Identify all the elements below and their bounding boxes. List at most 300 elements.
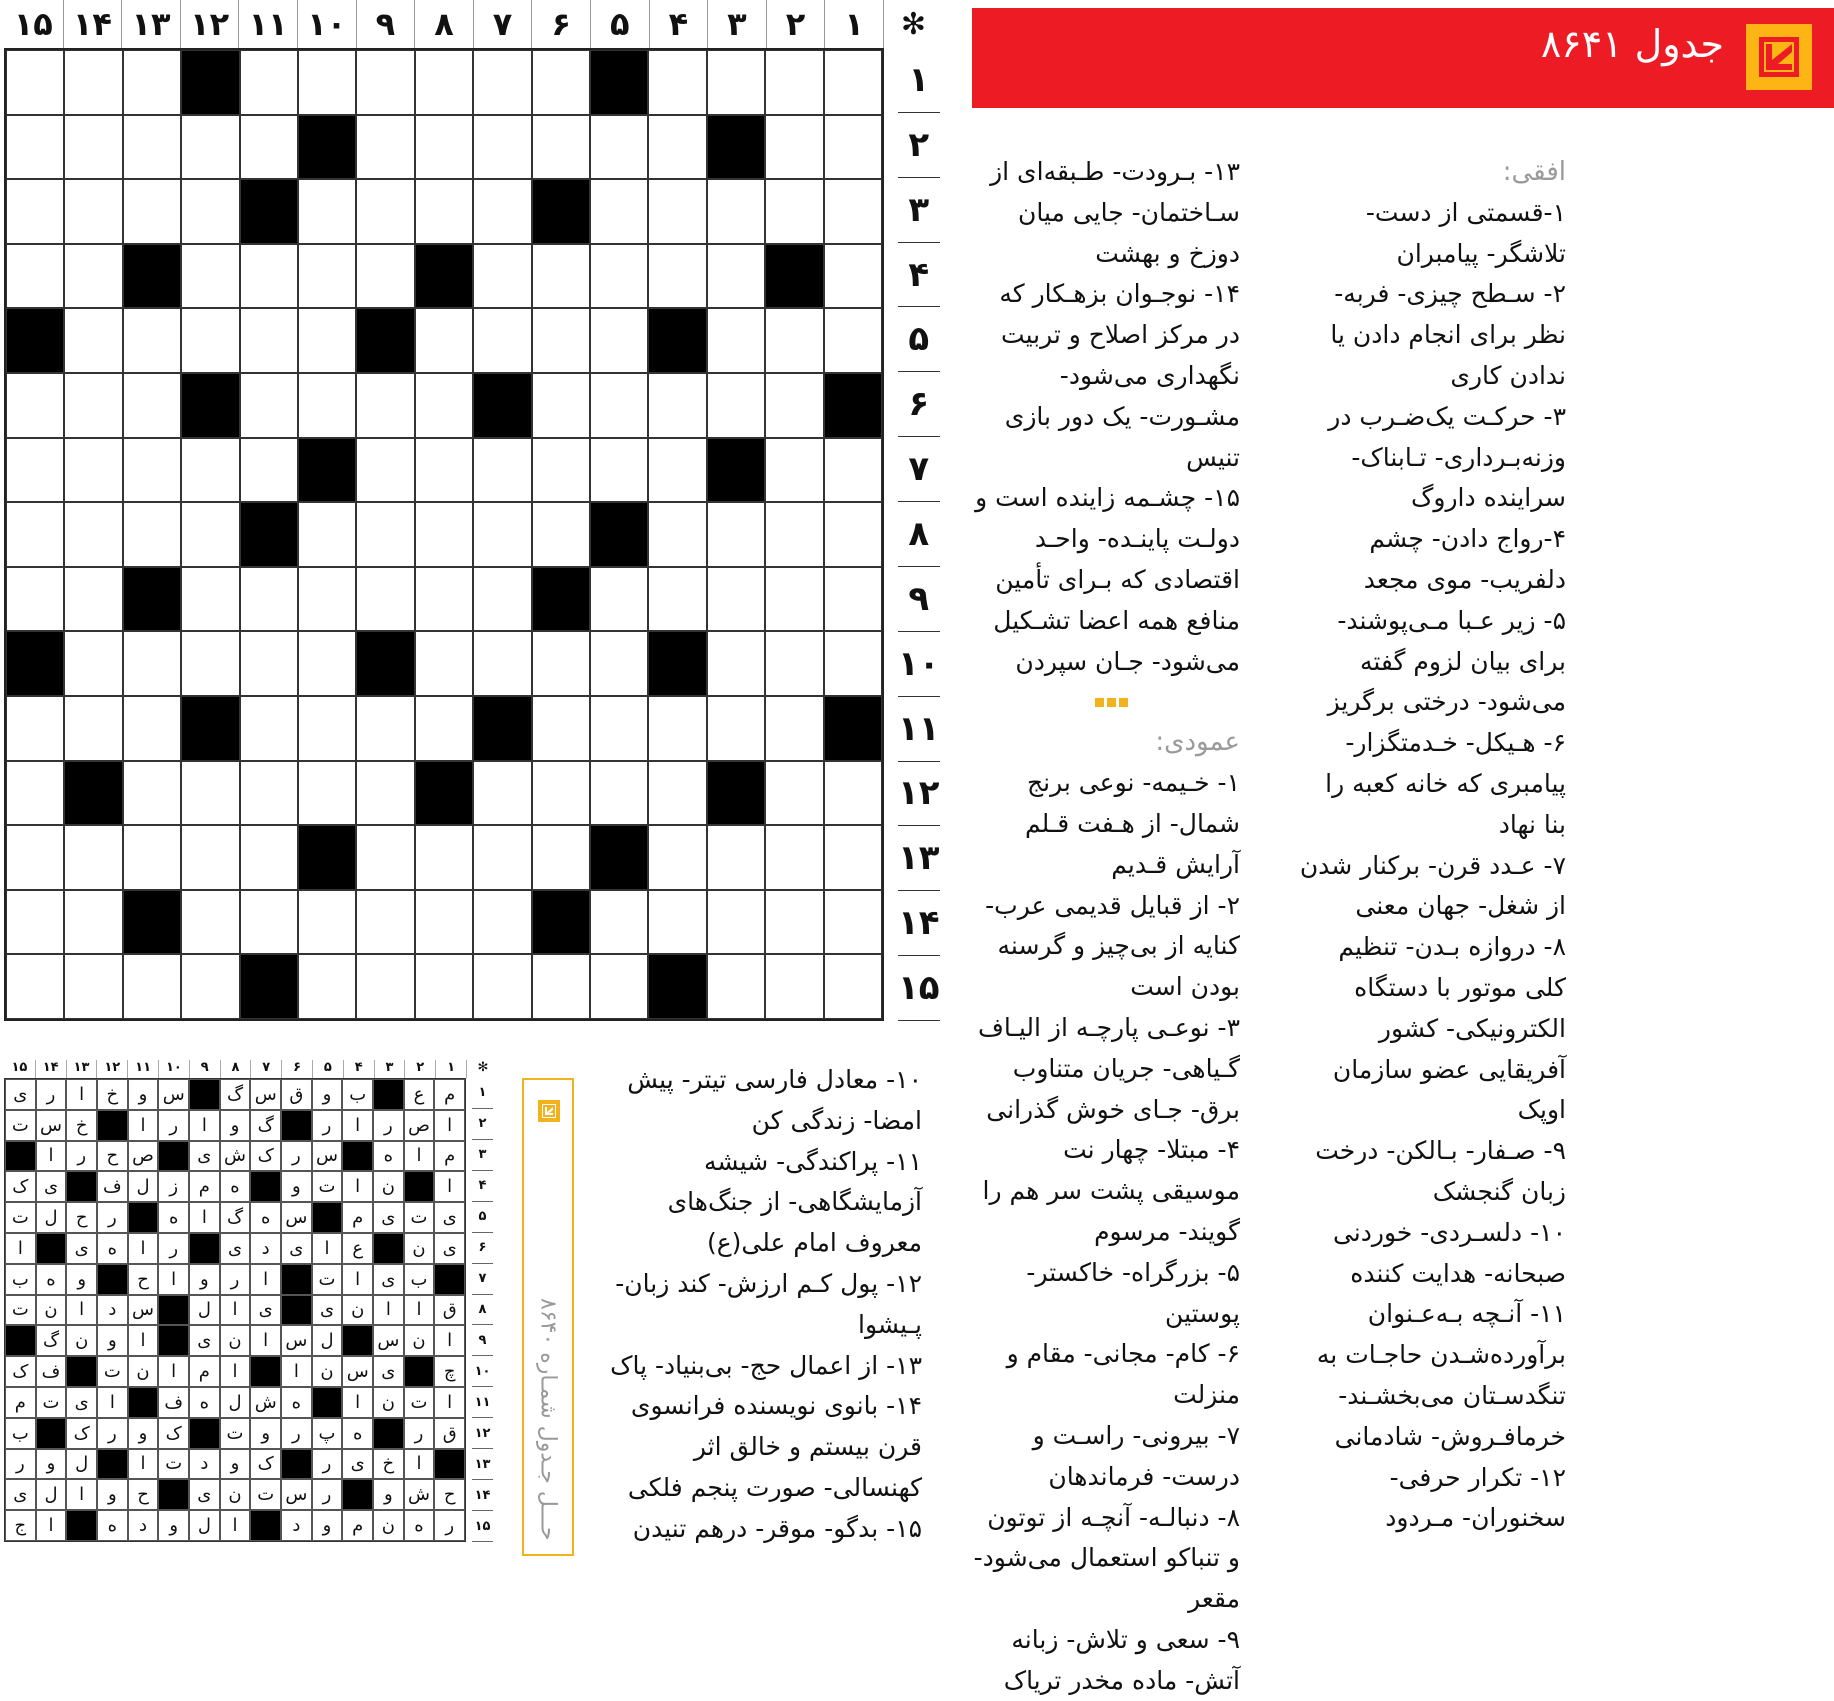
grid-cell[interactable] bbox=[240, 373, 298, 438]
solution-black-cell bbox=[281, 1449, 312, 1480]
clue-v1: ۱- خـیمه- نوعی برنج شمال- از هـفت قـلم آرایش قـدیم bbox=[1025, 768, 1240, 879]
solution-letter-cell: ل bbox=[220, 1387, 251, 1418]
solution-row-label: ۱۴ bbox=[472, 1480, 493, 1511]
grid-cell[interactable] bbox=[6, 825, 64, 890]
solution-letter-cell: خ bbox=[66, 1110, 97, 1141]
solution-letter-cell: ه bbox=[281, 1387, 312, 1418]
grid-cell[interactable] bbox=[473, 502, 531, 567]
grid-cell[interactable] bbox=[824, 890, 882, 955]
solution-letter-cell: ح bbox=[128, 1264, 159, 1295]
grid-cell[interactable] bbox=[765, 308, 823, 373]
grid-cell[interactable] bbox=[123, 373, 181, 438]
grid-cell[interactable] bbox=[590, 438, 648, 503]
grid-cell[interactable] bbox=[532, 631, 590, 696]
grid-cell[interactable] bbox=[415, 502, 473, 567]
black-cell bbox=[123, 244, 181, 309]
grid-cell[interactable] bbox=[415, 373, 473, 438]
grid-cell[interactable] bbox=[298, 308, 356, 373]
grid-cell[interactable] bbox=[123, 179, 181, 244]
grid-cell[interactable] bbox=[298, 631, 356, 696]
grid-cell[interactable] bbox=[356, 502, 414, 567]
grid-cell[interactable] bbox=[824, 115, 882, 180]
grid-cell[interactable] bbox=[181, 761, 239, 826]
grid-cell[interactable] bbox=[356, 567, 414, 632]
grid-cell[interactable] bbox=[415, 567, 473, 632]
grid-cell[interactable] bbox=[123, 50, 181, 115]
grid-cell[interactable] bbox=[415, 179, 473, 244]
solution-row-label: ۲ bbox=[472, 1109, 493, 1140]
solution-letter-cell: د bbox=[189, 1449, 220, 1480]
solution-row-label: ۱۵ bbox=[472, 1511, 493, 1542]
grid-cell[interactable] bbox=[356, 373, 414, 438]
solution-column-label: ۳ bbox=[374, 1060, 405, 1078]
solution-letter-cell: ش bbox=[250, 1387, 281, 1418]
solution-letter-cell: گ bbox=[220, 1202, 251, 1233]
grid-cell[interactable] bbox=[415, 438, 473, 503]
grid-cell[interactable] bbox=[707, 890, 765, 955]
clue-h6: ۶- هـیکل- خـدمتگزار- پیامبری که خانه کعبه را بنا نهاد bbox=[1325, 728, 1566, 839]
grid-cell[interactable] bbox=[707, 308, 765, 373]
grid-cell[interactable] bbox=[64, 567, 122, 632]
grid-cell[interactable] bbox=[6, 890, 64, 955]
grid-cell[interactable] bbox=[648, 502, 706, 567]
grid-cell[interactable] bbox=[123, 438, 181, 503]
grid-cell[interactable] bbox=[64, 308, 122, 373]
solution-letter-cell: ر bbox=[281, 1418, 312, 1449]
grid-cell[interactable] bbox=[356, 244, 414, 309]
black-cell bbox=[181, 373, 239, 438]
grid-cell[interactable] bbox=[356, 890, 414, 955]
solution-letter-cell: و bbox=[158, 1510, 189, 1541]
grid-cell[interactable] bbox=[6, 115, 64, 180]
grid-cell[interactable] bbox=[298, 244, 356, 309]
solution-letter-cell: ک bbox=[5, 1356, 36, 1387]
grid-cell[interactable] bbox=[590, 761, 648, 826]
solution-letter-cell: د bbox=[128, 1510, 159, 1541]
grid-cell[interactable] bbox=[824, 244, 882, 309]
clue-h14: ۱۴- نوجـوان بزهـکار که در مرکز اصلاح و تربیت نگهداری می‌شود- مشـورت- یک دور بازی تنیس bbox=[999, 279, 1240, 472]
grid-cell[interactable] bbox=[532, 115, 590, 180]
grid-cell[interactable] bbox=[707, 567, 765, 632]
grid-cell[interactable] bbox=[181, 502, 239, 567]
solution-letter-cell: م bbox=[189, 1356, 220, 1387]
solution-letter-cell: ق bbox=[434, 1418, 465, 1449]
grid-cell[interactable] bbox=[298, 696, 356, 761]
grid-cell[interactable] bbox=[240, 567, 298, 632]
grid-cell[interactable] bbox=[64, 115, 122, 180]
grid-cell[interactable] bbox=[181, 567, 239, 632]
grid-cell[interactable] bbox=[532, 50, 590, 115]
solution-black-cell bbox=[434, 1264, 465, 1295]
grid-cell[interactable] bbox=[824, 631, 882, 696]
grid-cell[interactable] bbox=[648, 696, 706, 761]
grid-cell[interactable] bbox=[356, 115, 414, 180]
solution-letter-cell: ی bbox=[189, 1325, 220, 1356]
black-cell bbox=[298, 115, 356, 180]
grid-cell[interactable] bbox=[473, 631, 531, 696]
grid-cell[interactable] bbox=[707, 373, 765, 438]
black-cell bbox=[298, 825, 356, 890]
crossword-grid bbox=[4, 48, 884, 1021]
grid-cell[interactable] bbox=[473, 244, 531, 309]
solution-black-cell bbox=[373, 1418, 404, 1449]
grid-cell[interactable] bbox=[590, 244, 648, 309]
solution-letter-cell: ت bbox=[404, 1387, 435, 1418]
grid-cell[interactable] bbox=[590, 696, 648, 761]
grid-cell[interactable] bbox=[765, 179, 823, 244]
grid-cell[interactable] bbox=[648, 373, 706, 438]
clue-h1: ۱-قسمتی از دست- تلاشگر- پیامبران bbox=[1365, 197, 1566, 268]
grid-cell[interactable] bbox=[765, 50, 823, 115]
solution-letter-cell: ت bbox=[5, 1110, 36, 1141]
grid-cell[interactable] bbox=[356, 954, 414, 1019]
solution-row-label: ۵ bbox=[472, 1202, 493, 1233]
grid-cell[interactable] bbox=[64, 954, 122, 1019]
grid-cell[interactable] bbox=[473, 890, 531, 955]
solution-letter-cell: و bbox=[189, 1264, 220, 1295]
grid-cell[interactable] bbox=[64, 373, 122, 438]
grid-cell[interactable] bbox=[64, 179, 122, 244]
black-cell bbox=[648, 954, 706, 1019]
black-cell bbox=[123, 890, 181, 955]
grid-cell[interactable] bbox=[240, 438, 298, 503]
section-divider-ornament bbox=[972, 682, 1240, 722]
grid-cell[interactable] bbox=[123, 761, 181, 826]
grid-cell[interactable] bbox=[473, 308, 531, 373]
grid-cell[interactable] bbox=[765, 373, 823, 438]
grid-cell[interactable] bbox=[240, 50, 298, 115]
row-label: ۱۱ bbox=[898, 697, 940, 762]
grid-cell[interactable] bbox=[473, 825, 531, 890]
solution-letter-cell: ی bbox=[5, 1079, 36, 1110]
solution-letter-cell: ا bbox=[434, 1387, 465, 1418]
solution-letter-cell: ا bbox=[342, 1264, 373, 1295]
grid-cell[interactable] bbox=[707, 502, 765, 567]
solution-letter-cell: ل bbox=[189, 1295, 220, 1326]
solution-letter-cell: ق bbox=[434, 1295, 465, 1326]
black-cell bbox=[590, 825, 648, 890]
grid-cell[interactable] bbox=[765, 502, 823, 567]
grid-cell[interactable] bbox=[765, 890, 823, 955]
grid-cell[interactable] bbox=[590, 954, 648, 1019]
grid-cell[interactable] bbox=[532, 438, 590, 503]
solution-letter-cell: ر bbox=[220, 1264, 251, 1295]
solution-column-label: ۱۱ bbox=[127, 1060, 158, 1078]
grid-cell[interactable] bbox=[765, 438, 823, 503]
grid-cell[interactable] bbox=[824, 308, 882, 373]
row-label: ۱ bbox=[898, 48, 940, 113]
grid-cell[interactable] bbox=[648, 438, 706, 503]
solution-black-cell bbox=[342, 1325, 373, 1356]
grid-cell[interactable] bbox=[181, 890, 239, 955]
clues-column-3 bbox=[600, 1060, 922, 1550]
solution-black-cell bbox=[250, 1171, 281, 1202]
grid-cell[interactable] bbox=[532, 502, 590, 567]
solution-letter-cell: ن bbox=[36, 1295, 67, 1326]
grid-cell[interactable] bbox=[648, 567, 706, 632]
grid-cell[interactable] bbox=[6, 373, 64, 438]
grid-cell[interactable] bbox=[824, 954, 882, 1019]
grid-cell[interactable] bbox=[707, 954, 765, 1019]
grid-cell[interactable] bbox=[590, 890, 648, 955]
solution-letter-cell: ا bbox=[189, 1202, 220, 1233]
grid-cell[interactable] bbox=[356, 696, 414, 761]
grid-cell[interactable] bbox=[415, 631, 473, 696]
solution-letter-cell: م bbox=[189, 1171, 220, 1202]
grid-cell[interactable] bbox=[824, 438, 882, 503]
solution-black-cell bbox=[189, 1233, 220, 1264]
grid-cell[interactable] bbox=[707, 50, 765, 115]
grid-cell[interactable] bbox=[765, 761, 823, 826]
grid-cell[interactable] bbox=[181, 631, 239, 696]
solution-letter-cell: ا bbox=[36, 1510, 67, 1541]
grid-cell[interactable] bbox=[532, 825, 590, 890]
solution-black-cell bbox=[250, 1510, 281, 1541]
column-label: ۳ bbox=[707, 0, 766, 48]
grid-cell[interactable] bbox=[6, 50, 64, 115]
grid-cell[interactable] bbox=[6, 761, 64, 826]
solution-black-cell bbox=[97, 1449, 128, 1480]
solution-letter-cell: ر bbox=[158, 1110, 189, 1141]
solution-letter-cell: ت bbox=[5, 1295, 36, 1326]
grid-cell[interactable] bbox=[824, 825, 882, 890]
grid-cell[interactable] bbox=[64, 502, 122, 567]
grid-cell[interactable] bbox=[765, 696, 823, 761]
solution-letter-cell: ر bbox=[158, 1233, 189, 1264]
grid-cell[interactable] bbox=[590, 567, 648, 632]
grid-cell[interactable] bbox=[181, 825, 239, 890]
grid-cell[interactable] bbox=[648, 115, 706, 180]
solution-letter-cell: ن bbox=[342, 1295, 373, 1326]
grid-cell[interactable] bbox=[648, 244, 706, 309]
grid-cell[interactable] bbox=[123, 954, 181, 1019]
black-cell bbox=[707, 438, 765, 503]
solution-column-label: ۹ bbox=[189, 1060, 220, 1078]
solution-letter-cell: ه bbox=[36, 1264, 67, 1295]
grid-cell[interactable] bbox=[123, 308, 181, 373]
grid-cell[interactable] bbox=[181, 438, 239, 503]
solution-letter-cell: ی bbox=[66, 1387, 97, 1418]
solution-column-label: ۸ bbox=[220, 1060, 251, 1078]
grid-cell[interactable] bbox=[298, 954, 356, 1019]
grid-cell[interactable] bbox=[590, 631, 648, 696]
grid-cell[interactable] bbox=[6, 179, 64, 244]
clue-h13: ۱۳- بـرودت- طـبقه‌ای از سـاختمان- جایی میان دوزخ و بهشت bbox=[990, 157, 1240, 268]
grid-cell[interactable] bbox=[707, 696, 765, 761]
solution-black-cell bbox=[128, 1387, 159, 1418]
grid-cell[interactable] bbox=[473, 761, 531, 826]
grid-cell[interactable] bbox=[6, 696, 64, 761]
solution-letter-cell: ه bbox=[404, 1510, 435, 1541]
grid-cell[interactable] bbox=[356, 179, 414, 244]
grid-cell[interactable] bbox=[240, 308, 298, 373]
solution-letter-cell: ا bbox=[434, 1325, 465, 1356]
grid-cell[interactable] bbox=[240, 244, 298, 309]
grid-cell[interactable] bbox=[415, 50, 473, 115]
grid-cell[interactable] bbox=[415, 696, 473, 761]
grid-cell[interactable] bbox=[532, 954, 590, 1019]
solution-letter-cell: ب bbox=[5, 1418, 36, 1449]
grid-cell[interactable] bbox=[648, 761, 706, 826]
grid-cell[interactable] bbox=[240, 631, 298, 696]
solution-letter-cell: ت bbox=[312, 1171, 343, 1202]
solution-black-cell bbox=[312, 1202, 343, 1233]
grid-cell[interactable] bbox=[824, 179, 882, 244]
grid-cell[interactable] bbox=[415, 115, 473, 180]
grid-cell[interactable] bbox=[298, 567, 356, 632]
grid-cell[interactable] bbox=[64, 825, 122, 890]
solution-letter-cell: ن bbox=[66, 1325, 97, 1356]
solution-letter-cell: ش bbox=[404, 1479, 435, 1510]
grid-cell[interactable] bbox=[240, 115, 298, 180]
grid-cell[interactable] bbox=[590, 115, 648, 180]
grid-cell[interactable] bbox=[356, 761, 414, 826]
grid-cell[interactable] bbox=[6, 244, 64, 309]
grid-cell[interactable] bbox=[298, 50, 356, 115]
solution-letter-cell: ک bbox=[66, 1418, 97, 1449]
grid-cell[interactable] bbox=[473, 50, 531, 115]
grid-cell[interactable] bbox=[298, 890, 356, 955]
solution-letter-cell: ا bbox=[189, 1110, 220, 1141]
grid-cell[interactable] bbox=[765, 825, 823, 890]
solution-letter-cell: ص bbox=[128, 1141, 159, 1172]
grid-cell[interactable] bbox=[473, 438, 531, 503]
grid-cell[interactable] bbox=[824, 502, 882, 567]
grid-cell[interactable] bbox=[181, 954, 239, 1019]
solution-letter-cell: ی bbox=[373, 1202, 404, 1233]
grid-cell[interactable] bbox=[298, 761, 356, 826]
column-label: ۱۵ bbox=[13, 5, 53, 43]
solution-letter-cell: ا bbox=[404, 1449, 435, 1480]
row-label: ۱۴ bbox=[898, 891, 940, 956]
grid-cell[interactable] bbox=[765, 631, 823, 696]
solution-row-label: ۷ bbox=[472, 1264, 493, 1295]
solution-row-label: ۱۳ bbox=[472, 1449, 493, 1480]
grid-cell[interactable] bbox=[473, 954, 531, 1019]
clue-h15: ۱۵- چشـمه زاینده است و دولـت پاینـده- واحـد اقتصادی که بـرای تأمین منافع همه اعضا تشـکیل می‌شود- جـان سپردن bbox=[975, 483, 1240, 676]
grid-cell[interactable] bbox=[532, 696, 590, 761]
solution-black-cell bbox=[36, 1418, 67, 1449]
solution-black-cell bbox=[404, 1356, 435, 1387]
grid-cell[interactable] bbox=[473, 179, 531, 244]
vertical-heading: عمودی: bbox=[1155, 727, 1240, 758]
grid-cell[interactable] bbox=[123, 696, 181, 761]
grid-cell[interactable] bbox=[765, 115, 823, 180]
solution-letter-cell: ه bbox=[189, 1387, 220, 1418]
grid-cell[interactable] bbox=[473, 115, 531, 180]
solution-letter-cell: ه bbox=[97, 1510, 128, 1541]
grid-cell[interactable] bbox=[532, 244, 590, 309]
grid-cell[interactable] bbox=[64, 696, 122, 761]
grid-cell[interactable] bbox=[6, 438, 64, 503]
grid-cell[interactable] bbox=[64, 438, 122, 503]
grid-cell[interactable] bbox=[824, 761, 882, 826]
grid-cell[interactable] bbox=[240, 890, 298, 955]
grid-cell[interactable] bbox=[707, 179, 765, 244]
grid-cell[interactable] bbox=[824, 50, 882, 115]
black-cell bbox=[6, 308, 64, 373]
solution-letter-cell: ت bbox=[404, 1202, 435, 1233]
grid-cell[interactable] bbox=[532, 308, 590, 373]
grid-cell[interactable] bbox=[415, 825, 473, 890]
grid-cell[interactable] bbox=[707, 825, 765, 890]
clue-v6: ۶- کام- مجانی- مقام و منزلت bbox=[1006, 1339, 1240, 1410]
grid-cell[interactable] bbox=[123, 631, 181, 696]
grid-cell[interactable] bbox=[6, 567, 64, 632]
grid-cell[interactable] bbox=[590, 308, 648, 373]
grid-cell[interactable] bbox=[298, 502, 356, 567]
row-label: ۶ bbox=[898, 372, 940, 437]
grid-cell[interactable] bbox=[64, 890, 122, 955]
solution-black-cell bbox=[158, 1479, 189, 1510]
grid-cell[interactable] bbox=[648, 50, 706, 115]
grid-cell[interactable] bbox=[181, 179, 239, 244]
grid-cell[interactable] bbox=[6, 502, 64, 567]
grid-cell[interactable] bbox=[181, 308, 239, 373]
grid-cell[interactable] bbox=[356, 825, 414, 890]
grid-cell[interactable] bbox=[473, 567, 531, 632]
grid-cell[interactable] bbox=[356, 438, 414, 503]
row-label: ۸ bbox=[898, 502, 940, 567]
solution-black-cell bbox=[97, 1264, 128, 1295]
grid-cell[interactable] bbox=[707, 631, 765, 696]
solution-letter-cell: د bbox=[97, 1295, 128, 1326]
grid-cell[interactable] bbox=[123, 115, 181, 180]
grid-cell[interactable] bbox=[298, 373, 356, 438]
grid-cell[interactable] bbox=[356, 50, 414, 115]
grid-cell[interactable] bbox=[590, 373, 648, 438]
solution-row-header bbox=[466, 1078, 499, 1542]
grid-cell[interactable] bbox=[648, 825, 706, 890]
grid-cell[interactable] bbox=[707, 244, 765, 309]
solution-letter-cell: ا bbox=[5, 1233, 36, 1264]
grid-cell[interactable] bbox=[6, 954, 64, 1019]
grid-cell[interactable] bbox=[415, 308, 473, 373]
grid-cell[interactable] bbox=[240, 761, 298, 826]
row-label: ۱۳ bbox=[898, 826, 940, 891]
solution-letter-cell: ا bbox=[128, 1233, 159, 1264]
solution-letter-cell: ص bbox=[404, 1110, 435, 1141]
grid-cell[interactable] bbox=[123, 825, 181, 890]
grid-cell[interactable] bbox=[240, 696, 298, 761]
grid-cell[interactable] bbox=[532, 373, 590, 438]
grid-cell[interactable] bbox=[181, 115, 239, 180]
grid-cell[interactable] bbox=[590, 179, 648, 244]
grid-cell[interactable] bbox=[648, 890, 706, 955]
grid-cell[interactable] bbox=[298, 179, 356, 244]
grid-cell[interactable] bbox=[765, 567, 823, 632]
solution-letter-cell: ا bbox=[158, 1356, 189, 1387]
grid-cell[interactable] bbox=[181, 244, 239, 309]
grid-cell[interactable] bbox=[415, 890, 473, 955]
clue-h2: ۲- سـطح چیزی- فربه- نظر برای انجام دادن یا ندادن کاری bbox=[1330, 279, 1566, 390]
grid-cell[interactable] bbox=[64, 244, 122, 309]
grid-cell[interactable] bbox=[415, 954, 473, 1019]
grid-cell[interactable] bbox=[64, 50, 122, 115]
solution-letter-cell: ا bbox=[404, 1141, 435, 1172]
grid-cell[interactable] bbox=[64, 631, 122, 696]
corner-star-icon: ✻ bbox=[883, 0, 943, 48]
grid-cell[interactable] bbox=[824, 567, 882, 632]
grid-cell[interactable] bbox=[648, 179, 706, 244]
black-cell bbox=[240, 954, 298, 1019]
grid-cell[interactable] bbox=[123, 502, 181, 567]
grid-cell[interactable] bbox=[532, 761, 590, 826]
solution-letter-cell: ن bbox=[373, 1387, 404, 1418]
solution-letter-cell: ح bbox=[97, 1141, 128, 1172]
grid-cell[interactable] bbox=[240, 825, 298, 890]
grid-cell[interactable] bbox=[765, 954, 823, 1019]
